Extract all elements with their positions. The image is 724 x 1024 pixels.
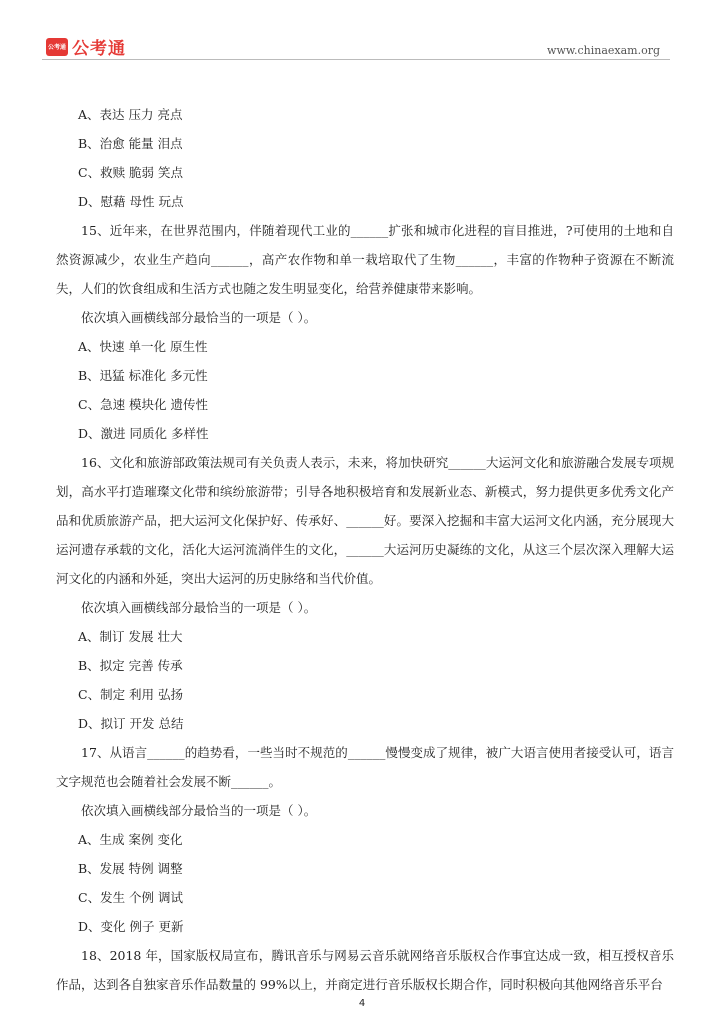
document-body xyxy=(56,100,674,999)
question-prompt: 依次填入画横线部分最恰当的一项是（ ）。 xyxy=(81,600,317,615)
page-number: 4 xyxy=(358,998,366,1009)
header-rule xyxy=(42,59,670,60)
option-line: B、发展 特例 调整 xyxy=(78,861,183,876)
option-line: A、快速 单一化 原生性 xyxy=(78,339,208,354)
option-line: D、变化 例子 更新 xyxy=(78,919,184,934)
question-stem: 18、2018 年，国家版权局宣布，腾讯音乐与网易云音乐就网络音乐版权合作事宜达成一致，相互授权音乐作品，达到各自独家音乐作品数量的 99%以上，并商定进行音乐版权长期合作，同时积极向其他网络音乐平台 xyxy=(56,948,674,992)
question-stem: 16、文化和旅游部政策法规司有关负责人表示，未来，将加快研究______大运河文化和旅游融合发展专项规划，高水平打造璀璨文化带和缤纷旅游带；引导各地积极培育和发展新业态、新模式，努力提供更多优秀文化产品和优质旅游产品，把大运河文化保护好、传承好、______好。要深入挖掘和丰富大运河文化内涵，充分展现大运河遗存承载的文化，活化大运河流淌伴生的文化，______大运河历史凝练的文化，从这三个层次深入理解大运河文化的内涵和外延，突出大运河的历史脉络和当代价值。 xyxy=(56,455,674,586)
logo-text: 公考通 xyxy=(72,39,126,59)
option-line: B、迅猛 标准化 多元性 xyxy=(78,368,208,383)
option-line: B、治愈 能量 泪点 xyxy=(78,136,183,151)
option-line: D、慰藉 母性 玩点 xyxy=(78,194,184,209)
question-stem: 15、近年来，在世界范围内，伴随着现代工业的______扩张和城市化进程的盲目推进，?可使用的土地和自然资源减少，农业生产趋向______，高产农作物和单一栽培取代了生物______，丰富的作物种子资源在不断流失，人们的饮食组成和生活方式也随之发生明显变化，给营养健康带来影响。 xyxy=(56,223,674,296)
option-line: A、制订 发展 壮大 xyxy=(78,629,183,644)
logo-badge: 公考通 xyxy=(46,38,68,56)
option-line: C、制定 利用 弘扬 xyxy=(78,687,184,702)
option-line: D、激进 同质化 多样性 xyxy=(78,426,209,441)
option-line: A、生成 案例 变化 xyxy=(78,832,183,847)
site-url: www.chinaexam.org xyxy=(547,44,660,57)
option-line: B、拟定 完善 传承 xyxy=(78,658,183,673)
question-prompt: 依次填入画横线部分最恰当的一项是（ ）。 xyxy=(81,803,317,818)
option-line: C、发生 个例 调试 xyxy=(78,890,184,905)
option-line: C、急速 模块化 遗传性 xyxy=(78,397,209,412)
logo xyxy=(46,34,126,59)
option-line: A、表达 压力 亮点 xyxy=(78,107,183,122)
question-prompt: 依次填入画横线部分最恰当的一项是（ ）。 xyxy=(81,310,317,325)
option-line: D、拟订 开发 总结 xyxy=(78,716,184,731)
option-line: C、救赎 脆弱 笑点 xyxy=(78,165,184,180)
question-stem: 17、从语言______的趋势看，一些当时不规范的______慢慢变成了规律，被广大语言使用者接受认可，语言文字规范也会随着社会发展不断______。 xyxy=(56,745,674,789)
page-header xyxy=(0,0,724,60)
